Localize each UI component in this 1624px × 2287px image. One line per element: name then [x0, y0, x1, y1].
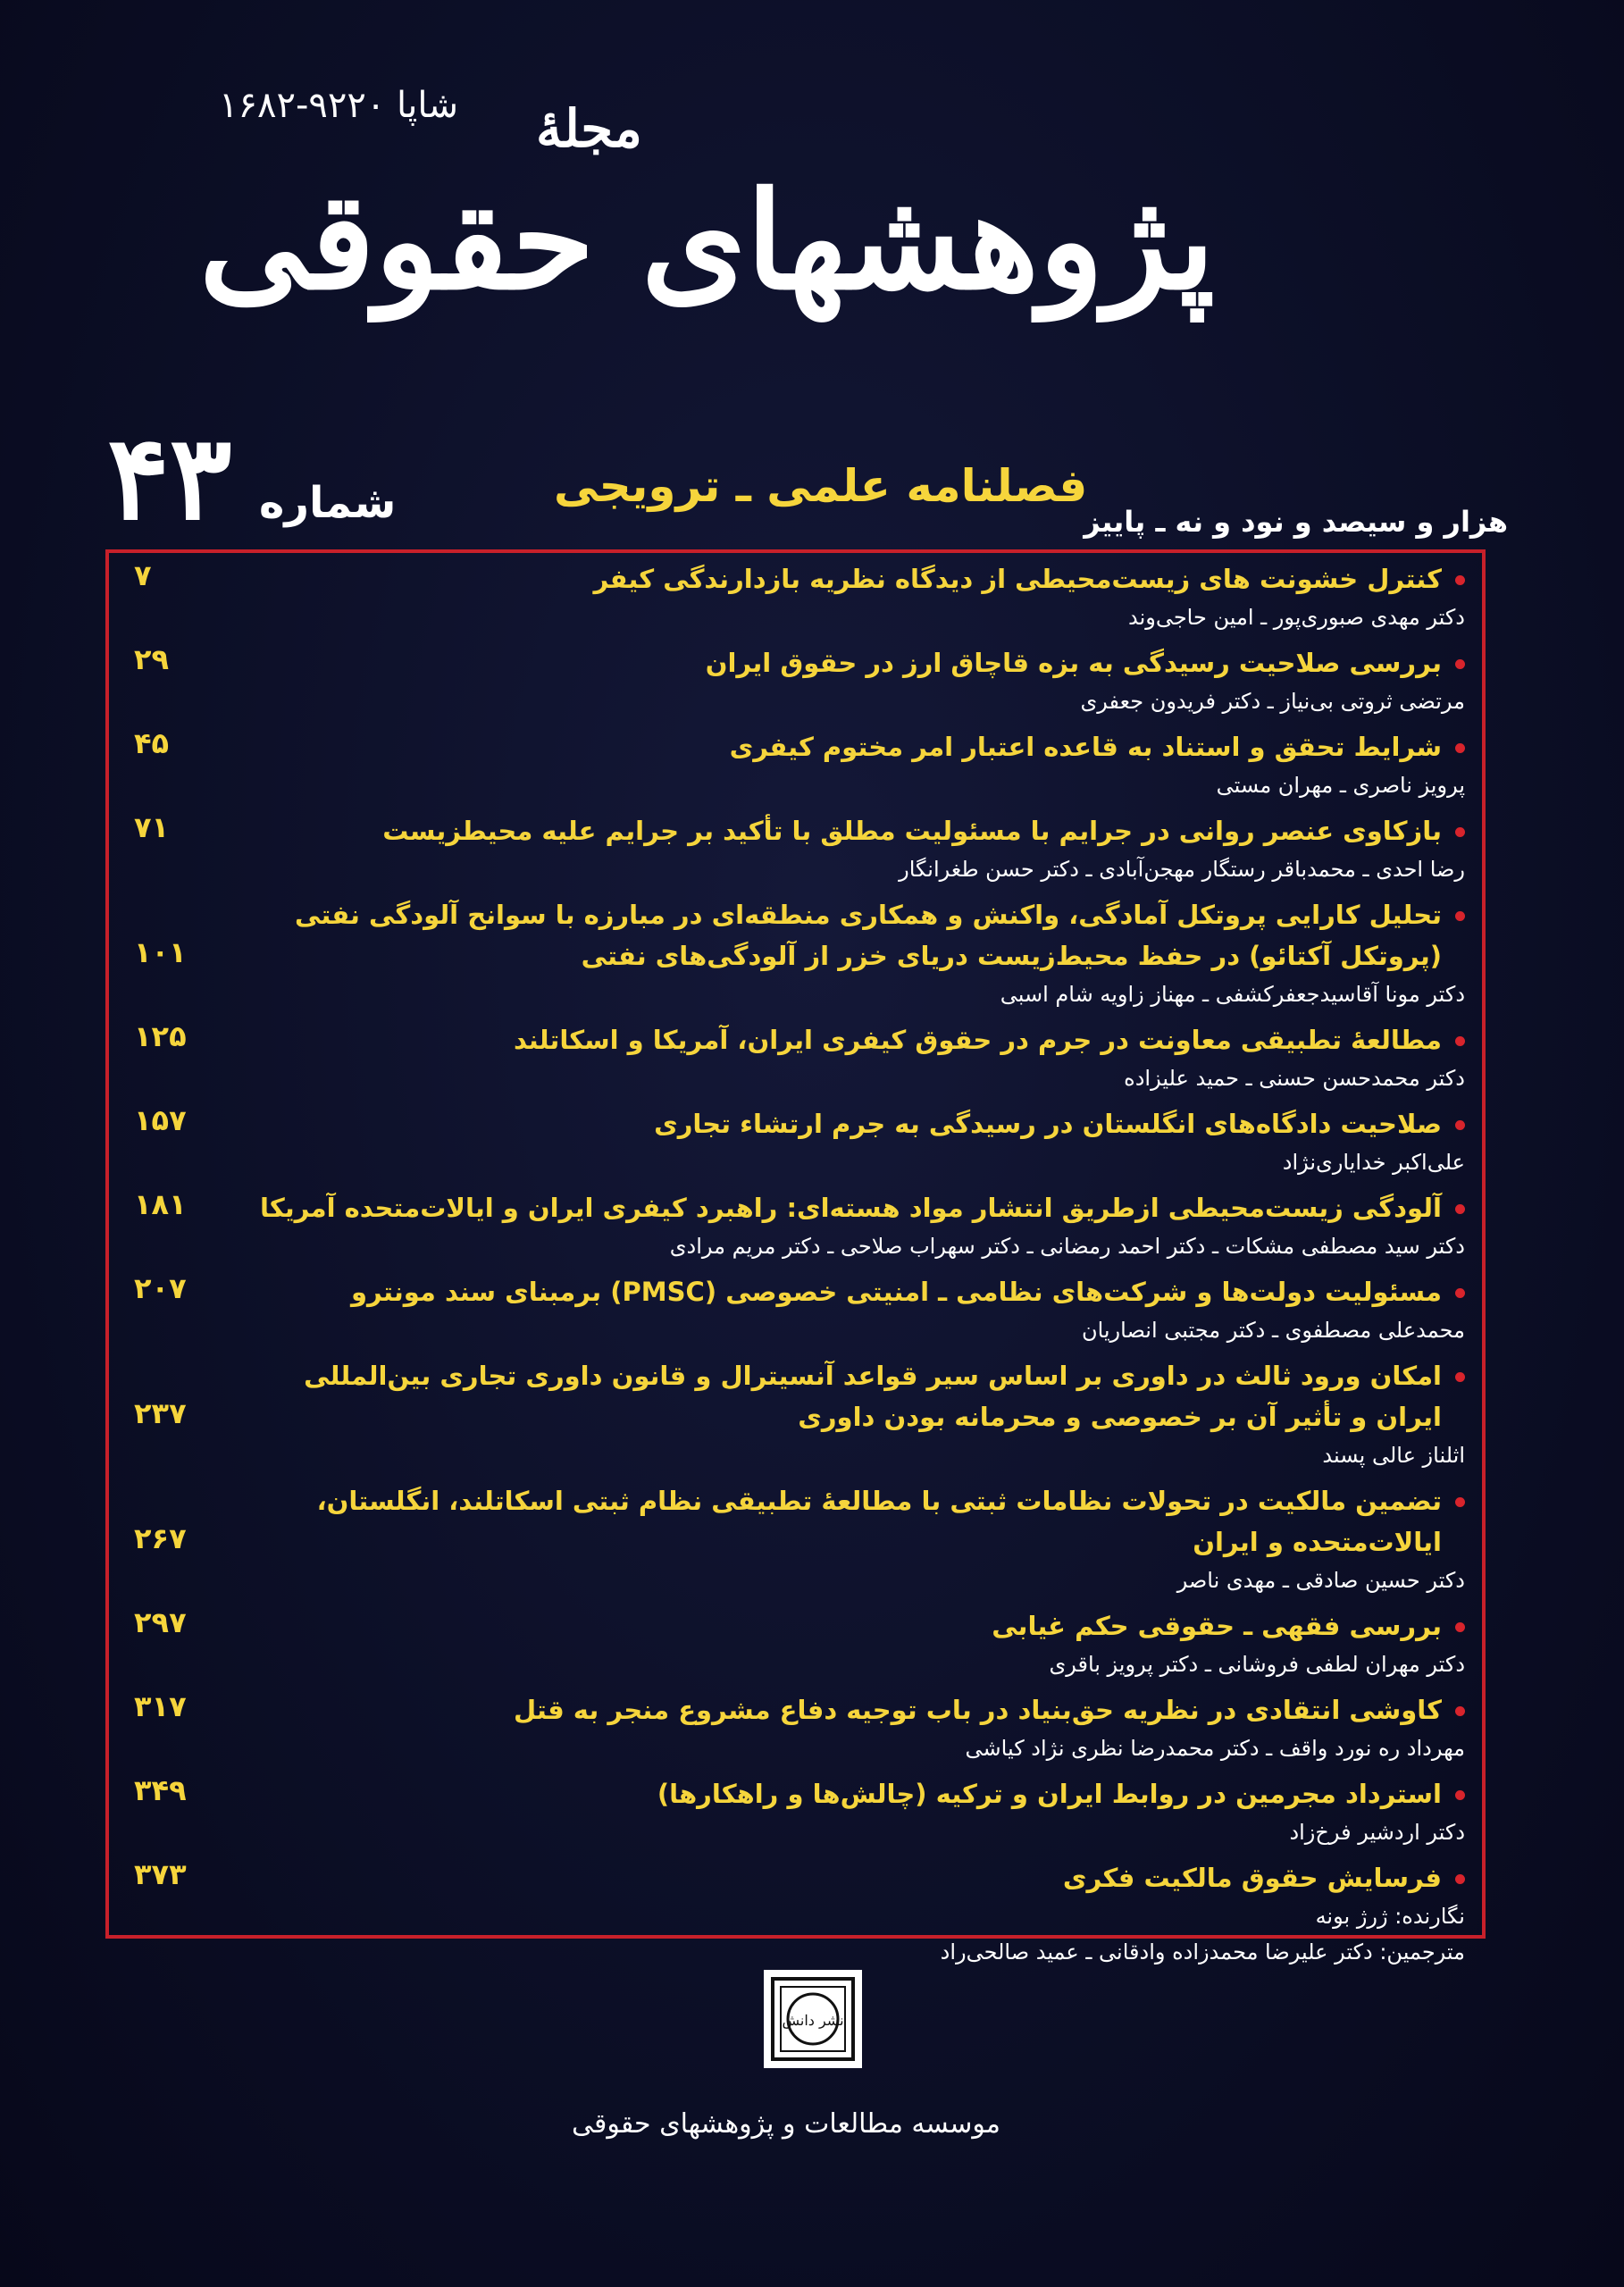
issue-number: ۴۳: [107, 409, 232, 546]
publisher-logo-icon: [764, 1970, 862, 2068]
toc-entry-title: کنترل خشونت های زیست‌محیطی از دیدگاه نظریه بازدارندگی کیفر: [232, 558, 1465, 599]
bullet-icon: [1455, 1874, 1465, 1884]
toc-entry-title: کاوشی انتقادی در نظریه حق‌بنیاد در باب توجیه دفاع مشروع منجر به قتل: [232, 1689, 1465, 1730]
bullet-icon: [1455, 1497, 1465, 1507]
toc-entry-title: آلودگی زیست‌محیطی ازطریق انتشار مواد هسته‌ای: راهبرد کیفری ایران و ایالات‌متحده آمریکا: [232, 1187, 1465, 1228]
toc-page-number: ۳۷۳: [134, 1857, 187, 1891]
toc-page-number: ۱۸۱: [134, 1187, 187, 1221]
toc-entry-title: شرایط تحقق و استناد به قاعده اعتبار امر مختوم کیفری: [232, 726, 1465, 767]
toc-page-number: ۷۱: [134, 810, 170, 844]
bullet-icon: [1455, 911, 1465, 921]
toc-entry-authors: رضا احدی ـ محمدباقر رستگار مهجن‌آبادی ـ دکتر حسن طغرانگار: [899, 857, 1465, 882]
toc-entry-title: امکان ورود ثالث در داوری بر اساس سیر قواعد آنسیترال و قانون داوری تجاری بین‌المللی ایران و تأثیر آن بر خصوصی و محرمانه بودن داوری: [232, 1355, 1465, 1437]
toc-entry-authors: دکتر سید مصطفی مشکات ـ دکتر احمد رمضانی ـ دکتر سهراب صلاحی ـ دکتر مریم مرادی: [669, 1234, 1465, 1259]
toc-entry-authors: محمدعلی مصطفوی ـ دکتر مجتبی انصاریان: [1081, 1318, 1465, 1343]
toc-entry: [125, 1103, 1465, 1180]
toc-entry-authors: اثلناز عالی پسند: [1322, 1443, 1465, 1468]
publisher-logo-mark: [770, 1976, 856, 2062]
toc-entry: [125, 810, 1465, 887]
toc-entry: [125, 642, 1465, 719]
toc-entry-authors: مهرداد ره نورد واقف ـ دکتر محمدرضا نظری نژاد کیاشی: [965, 1736, 1465, 1761]
toc-page-number: ۲۹۷: [134, 1605, 187, 1639]
bullet-icon: [1455, 1622, 1465, 1632]
toc-entry: [125, 726, 1465, 803]
issn: شاپا ۹۲۲۰-۱۶۸۲: [219, 85, 459, 126]
toc-page-number: ۴۵: [134, 726, 170, 760]
toc-page-number: ۲۹: [134, 642, 170, 676]
toc-entry-title: فرسایش حقوق مالکیت فکری: [232, 1857, 1465, 1898]
toc-page-number: ۱۰۱: [134, 935, 187, 969]
bullet-icon: [1455, 659, 1465, 669]
toc-entry-title: تحلیل کارایی پروتکل آمادگی، واکنش و همکاری منطقه‌ای در مبارزه با سوانح آلودگی نفتی (پروتکل آکتائو) در حفظ محیط‌زیست دریای خزر از آلودگی‌های نفتی: [232, 894, 1465, 976]
toc-entry-title: بازکاوی عنصر روانی در جرایم با مسئولیت مطلق با تأکید بر جرایم علیه محیطزیست: [232, 810, 1465, 851]
toc-entry-authors: نگارنده: ژرژ بونه: [1315, 1904, 1465, 1929]
magazine-label: مجلهٔ: [536, 98, 642, 159]
toc-page-number: ۲۳۷: [134, 1396, 187, 1430]
toc-entry-authors: پرویز ناصری ـ مهران مستی: [1216, 773, 1465, 798]
toc-entry-title: مطالعهٔ تطبیقی معاونت در جرم در حقوق کیفری ایران، آمریکا و اسکاتلند: [232, 1019, 1465, 1060]
toc-page-number: ۳۴۹: [134, 1773, 187, 1807]
toc-entry: [125, 1857, 1465, 1970]
toc-entry-title: صلاحیت دادگاه‌های انگلستان در رسیدگی به جرم ارتشاء تجاری: [232, 1103, 1465, 1144]
toc-entry-translators: مترجمین: دکتر علیرضا محمدزاده وادقانی ـ عمید صالحی‌راد: [940, 1939, 1465, 1964]
bullet-icon: [1455, 575, 1465, 585]
bullet-icon: [1455, 743, 1465, 753]
bullet-icon: [1455, 1120, 1465, 1130]
toc-entry-authors: دکتر مونا آقاسیدجعفرکشفی ـ مهناز زاویه شام اسبی: [1000, 982, 1465, 1007]
bullet-icon: [1455, 827, 1465, 837]
toc-entry-title: استرداد مجرمین در روابط ایران و ترکیه (چالش‌ها و راهکارها): [232, 1773, 1465, 1814]
toc-entry-authors: دکتر مهدی صبوری‌پور ـ امین حاجی‌وند: [1127, 605, 1465, 630]
toc-entry: [125, 1605, 1465, 1682]
toc-page-number: ۱۵۷: [134, 1103, 187, 1137]
toc-page-number: ۲۶۷: [134, 1521, 187, 1555]
bullet-icon: [1455, 1790, 1465, 1800]
publication-season: هزار و سیصد و نود و نه ـ پاییز: [1084, 505, 1508, 539]
toc-entry: [125, 1019, 1465, 1096]
toc-entry-authors: دکتر اردشیر فرخ‌زاد: [1289, 1820, 1465, 1845]
toc-entry: [125, 1355, 1465, 1473]
toc-entry-title: بررسی صلاحیت رسیدگی به بزه قاچاق ارز در حقوق ایران: [232, 642, 1465, 683]
toc-entry: [125, 894, 1465, 1012]
bullet-icon: [1455, 1706, 1465, 1716]
toc-entry-title: مسئولیت دولت‌ها و شرکت‌های نظامی ـ امنیتی خصوصی (PMSC) برمبنای سند مونترو: [232, 1271, 1465, 1312]
toc-entry-title: تضمین مالکیت در تحولات نظامات ثبتی با مطالعهٔ تطبیقی نظام ثبتی اسکاتلند، انگلستان، ایالات‌متحده و ایران: [232, 1480, 1465, 1562]
toc-entry: [125, 1271, 1465, 1348]
toc-entry: [125, 558, 1465, 635]
table-of-contents: [125, 558, 1465, 1977]
toc-entry-authors: دکتر حسین صادقی ـ مهدی ناصر: [1176, 1568, 1465, 1593]
bullet-icon: [1455, 1204, 1465, 1214]
toc-page-number: ۷: [134, 558, 152, 592]
toc-entry: [125, 1187, 1465, 1264]
toc-entry: [125, 1689, 1465, 1766]
toc-entry-authors: علی‌اکبر خدایاری‌نژاد: [1282, 1150, 1465, 1175]
toc-entry-title: بررسی فقهی ـ حقوقی حکم غیابی: [232, 1605, 1465, 1646]
toc-entry-authors: دکتر مهران لطفی فروشانی ـ دکتر پرویز باقری: [1049, 1652, 1465, 1677]
bullet-icon: [1455, 1288, 1465, 1298]
toc-entry: [125, 1773, 1465, 1850]
toc-entry-authors: مرتضی ثروتی بی‌نیاز ـ دکتر فریدون جعفری: [1080, 689, 1465, 714]
toc-entry: [125, 1480, 1465, 1598]
toc-page-number: ۲۰۷: [134, 1271, 187, 1305]
journal-subtitle: فصلنامه علمی ـ ترویجی: [554, 460, 1088, 512]
toc-page-number: ۱۲۵: [134, 1019, 187, 1053]
toc-entry-authors: دکتر محمدحسن حسنی ـ حمید علیزاده: [1124, 1066, 1465, 1091]
bullet-icon: [1455, 1036, 1465, 1046]
toc-page-number: ۳۱۷: [134, 1689, 187, 1723]
issue-label: شماره: [259, 478, 397, 528]
logo-text: نشر دانش: [782, 2012, 844, 2029]
journal-title: پژوهشهای حقوقی: [198, 163, 1215, 320]
bullet-icon: [1455, 1372, 1465, 1382]
publisher-name: موسسه مطالعات و پژوهشهای حقوقی: [572, 2108, 1000, 2140]
